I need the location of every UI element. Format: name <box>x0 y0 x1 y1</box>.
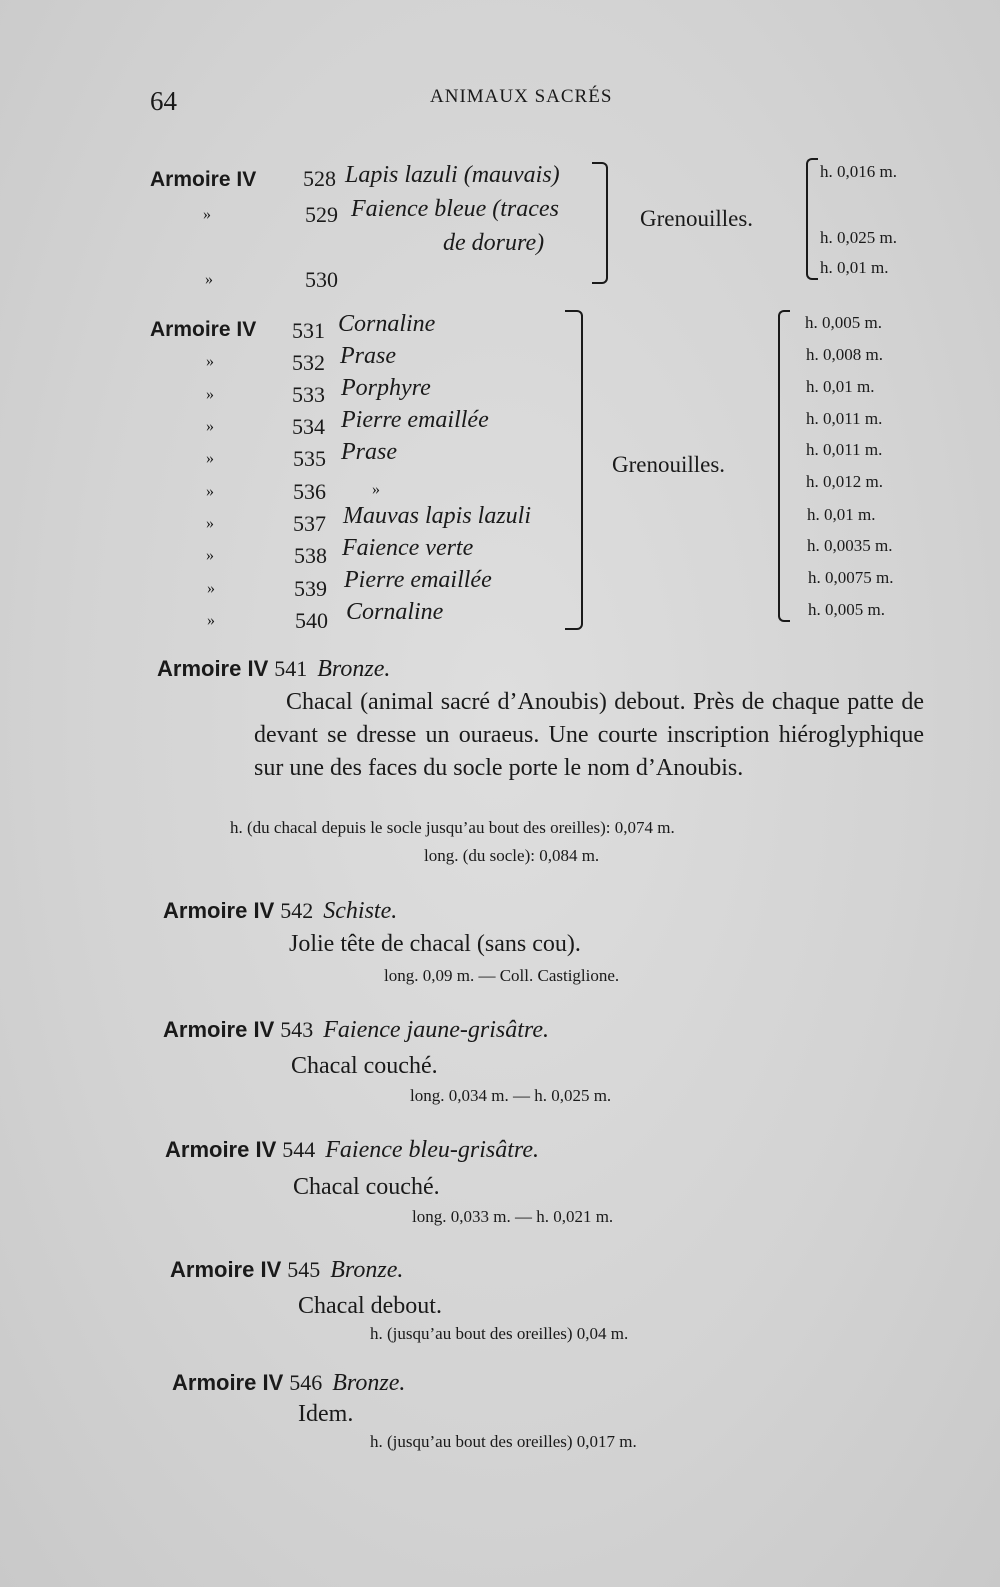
measurement: h. 0,011 m. <box>806 409 883 428</box>
entry-description: Jolie tête de chacal (sans cou). <box>289 931 581 957</box>
right-brace <box>565 310 583 630</box>
measurement: h. 0,01 m. <box>807 505 876 524</box>
item-number: 546 <box>289 1370 323 1395</box>
armoire-label: Armoire IV <box>157 656 269 681</box>
ditto-mark: » <box>206 547 214 564</box>
measurement: h. 0,01 m. <box>820 258 889 277</box>
left-brace <box>806 158 818 280</box>
entry-heading <box>170 1257 403 1284</box>
ditto-mark: » <box>206 353 214 370</box>
entry-description: Chacal couché. <box>291 1053 438 1079</box>
armoire-label: Armoire IV <box>172 1370 284 1395</box>
item-material: Prase <box>340 343 396 369</box>
ditto-mark: » <box>206 515 214 532</box>
entry-note: h. (du chacal depuis le socle jusqu’au bout des oreilles): 0,074 m. <box>230 818 675 837</box>
item-number: 536 <box>293 479 326 504</box>
item-number: 531 <box>292 318 325 343</box>
item-material: Pierre emaillée <box>341 407 489 433</box>
item-material: Cornaline <box>338 311 436 337</box>
item-number: 529 <box>305 202 338 227</box>
ditto-mark: » <box>206 386 214 403</box>
item-material: Porphyre <box>341 375 431 401</box>
item-material: Pierre emaillée <box>344 567 492 593</box>
item-material: Lapis lazuli (mauvais) <box>345 162 560 188</box>
item-number: 541 <box>274 656 308 681</box>
entry-note: long. 0,09 m. — Coll. Castiglione. <box>384 966 620 985</box>
left-brace <box>778 310 790 622</box>
entry-description: Chacal (animal sacré d’Anoubis) debout. Près de chaque patte de devant se dresse un ouraeus. Une courte inscription hiéroglyphique sur une des faces du socle porte le nom d’Anoubis. <box>254 689 924 781</box>
entry-heading <box>172 1370 405 1397</box>
right-brace <box>592 162 608 284</box>
entry-heading <box>165 1137 539 1164</box>
item-material: Faience jaune-grisâtre. <box>323 1017 549 1043</box>
measurement: h. 0,005 m. <box>805 313 882 332</box>
item-material: Bronze. <box>330 1257 404 1283</box>
group-subject: Grenouilles. <box>612 452 726 477</box>
item-number: 535 <box>293 446 326 471</box>
armoire-label: Armoire IV <box>163 1017 275 1042</box>
item-number: 540 <box>295 608 328 633</box>
item-number: 538 <box>294 543 327 568</box>
running-head: ANIMAUX SACRÉS <box>430 86 613 107</box>
entry-heading <box>163 898 397 925</box>
ditto-mark: » <box>207 612 215 629</box>
armoire-label: Armoire IV <box>165 1137 277 1162</box>
item-number: 528 <box>303 166 336 191</box>
ditto-mark: » <box>372 481 380 498</box>
armoire-label: Armoire IV <box>150 168 257 191</box>
group-subject: Grenouilles. <box>640 206 754 231</box>
measurement: h. 0,008 m. <box>806 345 883 364</box>
ditto-mark: » <box>203 206 211 223</box>
measurement: h. 0,025 m. <box>820 228 897 247</box>
measurement: h. 0,016 m. <box>820 162 897 181</box>
entry-description: Chacal debout. <box>298 1293 442 1319</box>
ditto-mark: » <box>206 418 214 435</box>
armoire-label: Armoire IV <box>163 898 275 923</box>
page-number: 64 <box>150 86 177 116</box>
ditto-mark: » <box>206 450 214 467</box>
item-number: 533 <box>292 382 325 407</box>
ditto-mark: » <box>205 271 213 288</box>
item-material: Bronze. <box>317 656 391 682</box>
entry-note: h. (jusqu’au bout des oreilles) 0,04 m. <box>370 1324 629 1343</box>
entry-note: long. (du socle): 0,084 m. <box>424 846 600 865</box>
item-material: Schiste. <box>323 898 398 924</box>
item-material: Faience bleue (traces <box>351 196 559 222</box>
item-number: 530 <box>305 267 338 292</box>
measurement: h. 0,0075 m. <box>808 568 894 587</box>
measurement: h. 0,0035 m. <box>807 536 893 555</box>
entry-note: h. (jusqu’au bout des oreilles) 0,017 m. <box>370 1432 637 1451</box>
item-number: 539 <box>294 576 327 601</box>
item-number: 542 <box>280 898 314 923</box>
item-material: Cornaline <box>346 599 444 625</box>
item-material: Bronze. <box>332 1370 406 1396</box>
ditto-mark: » <box>206 483 214 500</box>
measurement: h. 0,011 m. <box>806 440 883 459</box>
entry-note: long. 0,034 m. — h. 0,025 m. <box>410 1086 612 1105</box>
ditto-mark: » <box>207 580 215 597</box>
entry-note: long. 0,033 m. — h. 0,021 m. <box>412 1207 614 1226</box>
item-material: Faience verte <box>342 535 474 561</box>
entry-description: Chacal couché. <box>293 1174 440 1200</box>
item-number: 544 <box>282 1137 316 1162</box>
item-material: Mauvas lapis lazuli <box>343 503 532 529</box>
item-number: 532 <box>292 350 325 375</box>
item-number: 545 <box>287 1257 321 1282</box>
entry-heading <box>157 656 390 683</box>
entry-heading <box>163 1017 549 1044</box>
item-material: Prase <box>341 439 397 465</box>
item-material: Faience bleu-grisâtre. <box>325 1137 539 1163</box>
item-number: 534 <box>292 414 325 439</box>
entry-description: Idem. <box>298 1401 354 1427</box>
item-number: 537 <box>293 511 326 536</box>
item-material-continued: de dorure) <box>443 230 545 256</box>
measurement: h. 0,005 m. <box>808 600 885 619</box>
armoire-label: Armoire IV <box>170 1257 282 1282</box>
measurement: h. 0,01 m. <box>806 377 875 396</box>
armoire-label: Armoire IV <box>150 318 257 341</box>
item-number: 543 <box>280 1017 314 1042</box>
measurement: h. 0,012 m. <box>806 472 883 491</box>
